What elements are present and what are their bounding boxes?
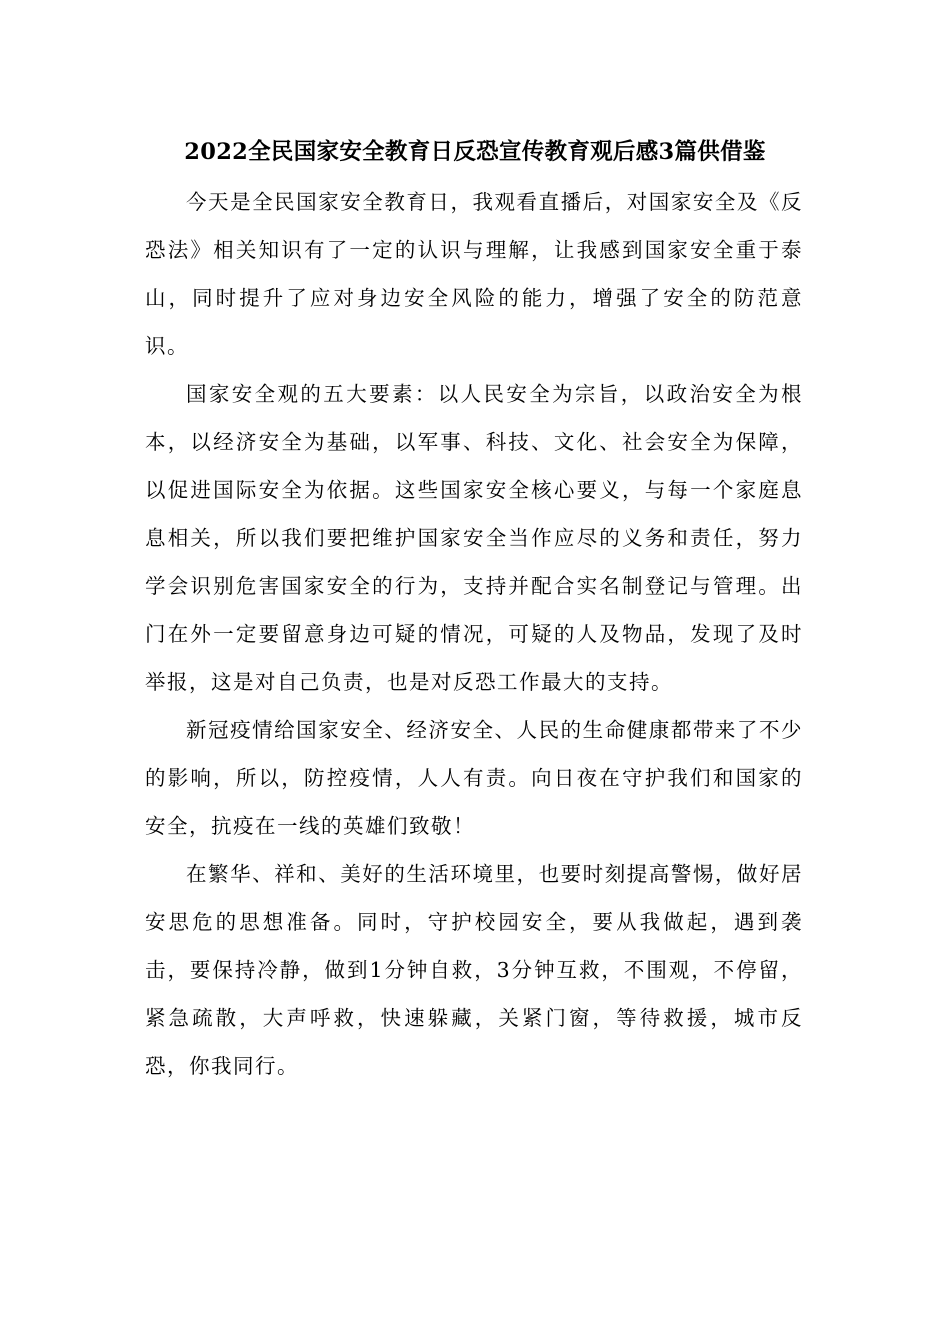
paragraph-3: 新冠疫情给国家安全、经济安全、人民的生命健康都带来了不少的影响，所以，防控疫情，人人有责。向日夜在守护我们和国家的安全，抗疫在一线的英雄们致敬！ <box>145 718 803 838</box>
paragraph-1: 今天是全民国家安全教育日，我观看直播后，对国家安全及《反恐法》相关知识有了一定的认识与理解，让我感到国家安全重于泰山，同时提升了应对身边安全风险的能力，增强了安全的防范意识。 <box>145 190 803 358</box>
document-title: 2022全民国家安全教育日反恐宣传教育观后感3篇供借鉴 <box>184 139 766 165</box>
paragraph-2: 国家安全观的五大要素：以人民安全为宗旨，以政治安全为根本，以经济安全为基础，以军事、科技、文化、社会安全为保障，以促进国际安全为依据。这些国家安全核心要义，与每一个家庭息息相关，所以我们要把维护国家安全当作应尽的义务和责任，努力学会识别危害国家安全的行为，支持并配合实名制登记与管理。出门在外一定要留意身边可疑的情况，可疑的人及物品，发现了及时举报，这是对自己负责，也是对反恐工作最大的支持。 <box>145 382 803 694</box>
document-body <box>145 178 803 1090</box>
paragraph-4: 在繁华、祥和、美好的生活环境里，也要时刻提高警惕，做好居安思危的思想准备。同时，守护校园安全，要从我做起，遇到袭击，要保持冷静，做到1分钟自救，3分钟互救，不围观，不停留，紧急疏散，大声呼救，快速躲藏，关紧门窗，等待救援，城市反恐，你我同行。 <box>145 862 803 1078</box>
